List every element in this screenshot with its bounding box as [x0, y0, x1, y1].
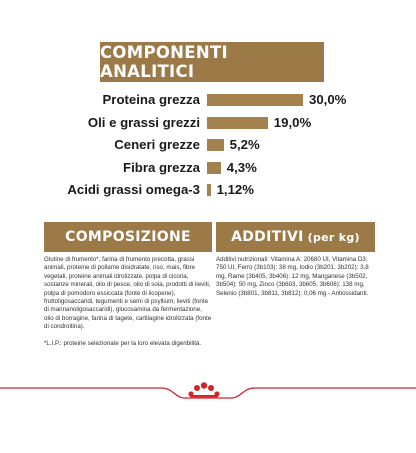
composition-title: COMPOSIZIONE [65, 229, 191, 245]
composition-text: Glutine di frumento*, farina di frumento precotta, grassi animali, proteine di pollame disidratate, riso, mais, fibre vegetali, proteine animali idrolizzate, polpa di cicoria, sostanze minerali, olio di pesce, olio di soia, prodotti di lieviti, polpa di pomodoro essiccata (fonte di licopene), fruttoligosaccaridi, tegumenti e semi di psyllium, lieviti (fonte di mannanoligosaccaridi), glucosamina da fermentazione, olio di borragine, farina di tagete, cartilagine idrolizzata (fonte di condroitina). [44, 256, 212, 331]
analytics-row-value: 19,0% [273, 114, 312, 130]
analytics-title-banner [100, 42, 324, 82]
additives-title: ADDITIVI [231, 229, 304, 245]
analytics-row-bar [207, 184, 211, 196]
analytics-row-label: Acidi grassi omega-3 [67, 182, 200, 197]
analytics-row-value: 1,12% [216, 182, 254, 197]
analytics-row-bar [207, 94, 303, 106]
analytics-row [0, 158, 416, 178]
lip-note: *L.I.P.: proteine selezionate per la loro elevata digeribilità. [44, 340, 202, 347]
analytics-row-label: Proteina grezza [102, 92, 200, 107]
analytics-row [0, 90, 416, 110]
footer-brand-line [0, 376, 416, 400]
analytics-row-value: 5,2% [229, 137, 260, 152]
royal-canin-crown-icon [188, 382, 219, 397]
analytics-title: COMPONENTI ANALITICI [100, 43, 228, 81]
analytics-row-label: Ceneri grezze [114, 137, 200, 152]
analytics-row-bar [207, 162, 221, 174]
additives-unit: (per kg) [307, 230, 360, 244]
analytics-row [0, 135, 416, 155]
additives-text: Additivi nutrizionali: Vitamina A: 20680 UI, Vitamina D3: 750 UI, Ferro (3b103): 38 mg, Iodio (3b201, 3b202): 3,8 mg, Rame (3b405, 3b406): 12 mg, Manganese (3b502, 3b504): 50 mg, Zinco (3b603, 3b605, 3b606): 138 mg, Selenio (3b801, 3b811, 3b812): 0,06 mg - Antiossidanti. [216, 256, 369, 297]
analytics-row-bar [207, 117, 268, 129]
analytics-row-label: Fibra grezza [123, 159, 200, 175]
analytics-row [0, 113, 416, 133]
analytics-row-bar [207, 139, 224, 151]
analytics-row-value: 4,3% [226, 159, 257, 175]
analytics-row [0, 180, 416, 200]
additives-title-banner [216, 222, 375, 252]
analytics-row-value: 30,0% [309, 92, 347, 107]
composition-title-banner [44, 222, 212, 252]
analytics-row-label: Oli e grassi grezzi [87, 114, 200, 130]
